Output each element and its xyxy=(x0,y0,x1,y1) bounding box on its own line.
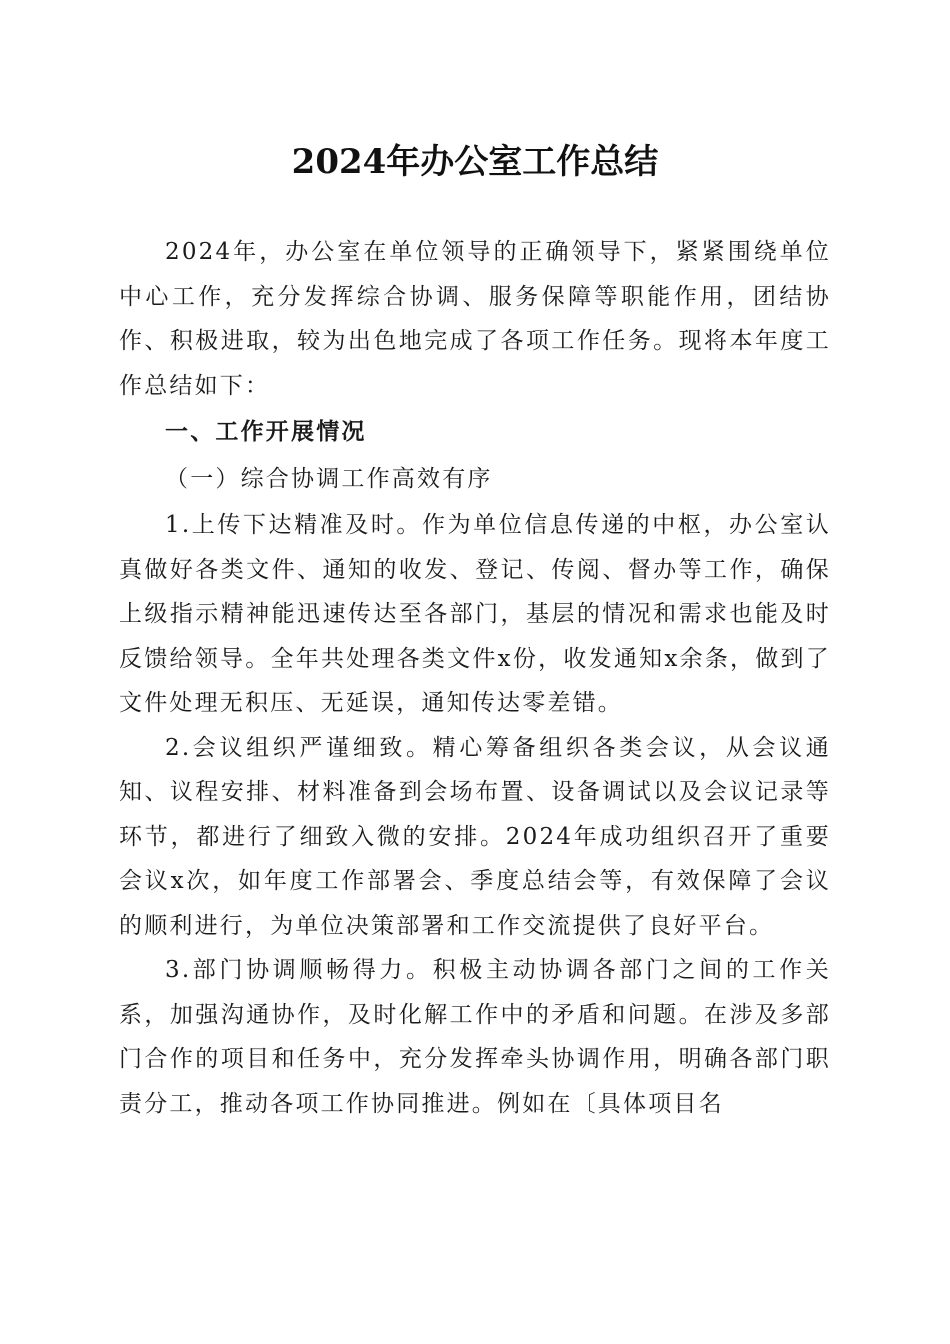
document-body xyxy=(119,230,831,1126)
body-paragraph: 2.会议组织严谨细致。精心筹备组织各类会议，从会议通知、议程安排、材料准备到会场布置、设备调试以及会议记录等环节，都进行了细致入微的安排。2024年成功组织召开了重要会议x次，如年度工作部署会、季度总结会等，有效保障了会议的顺利进行，为单位决策部署和工作交流提供了良好平台。 xyxy=(119,734,831,939)
document-title: 2024年办公室工作总结 xyxy=(291,142,659,182)
body-paragraph: 3.部门协调顺畅得力。积极主动协调各部门之间的工作关系，加强沟通协作，及时化解工作中的矛盾和问题。在涉及多部门合作的项目和任务中，充分发挥牵头协调作用，明确各部门职责分工，推动各项工作协同推进。例如在〔具体项目名 xyxy=(119,957,831,1117)
intro-paragraph: 2024年，办公室在单位领导的正确领导下，紧紧围绕单位中心工作，充分发挥综合协调、服务保障等职能作用，团结协作、积极进取，较为出色地完成了各项工作任务。现将本年度工作总结如下： xyxy=(119,239,831,399)
body-paragraph: 1.上传下达精准及时。作为单位信息传递的中枢，办公室认真做好各类文件、通知的收发、登记、传阅、督办等工作，确保上级指示精神能迅速传达至各部门，基层的情况和需求也能及时反馈给领导。全年共处理各类文件x份，收发通知x余条，做到了文件处理无积压、无延误，通知传达零差错。 xyxy=(119,512,831,716)
subsection-heading: （一）综合协调工作高效有序 xyxy=(165,465,493,492)
section-heading: 一、工作开展情况 xyxy=(165,419,367,445)
